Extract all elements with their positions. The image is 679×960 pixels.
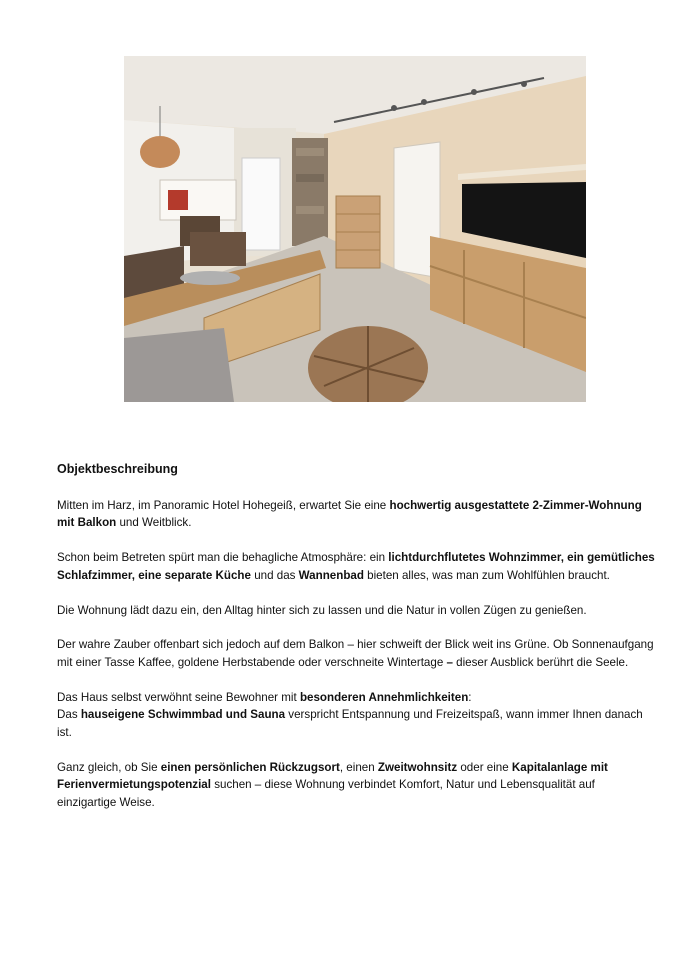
text-span: :: [468, 690, 472, 704]
bold-span: lichtdurchflutetes Wohnzimmer, ein gemütliches Schlafzimmer, eine separate Küche: [57, 551, 655, 582]
dining-chair-2: [190, 232, 246, 266]
bold-span: hochwertig ausgestattete 2-Zimmer-Wohnung mit Balkon: [57, 498, 642, 530]
text-span: Das Haus selbst verwöhnt seine Bewohner mit: [57, 690, 300, 704]
text-span: Ganz gleich, ob Sie: [57, 760, 161, 774]
text-span: bieten alles, was man zum Wohlfühlen braucht.: [363, 568, 610, 582]
paragraph-rooms: [57, 549, 657, 584]
bold-span: –: [446, 655, 453, 669]
photo-illustration: [124, 56, 586, 402]
text-span: Das: [57, 708, 81, 722]
text-span: Mitten im Harz, im Panoramic Hotel Hohegeiß, erwartet Sie eine: [57, 498, 390, 512]
text-span: Schon beim Betreten spürt man die behagliche Atmosphäre: ein: [57, 551, 389, 565]
pendant-lamp: [140, 136, 180, 168]
bold-span: besonderen Annehmlichkeiten: [299, 690, 469, 704]
text-span: dieser Ausblick berührt die Seele.: [452, 655, 629, 669]
text-span: , einen: [339, 760, 378, 774]
text-span: und Weitblick.: [116, 516, 192, 530]
bold-span: Kapitalanlage mit Ferienvermietungspotenzial: [57, 760, 608, 792]
paragraph-closing: [57, 759, 657, 812]
text-span: suchen – diese Wohnung verbindet Komfort, Natur und Lebensqualität auf einzigartige Weise.: [57, 778, 595, 810]
text-span: oder eine: [457, 760, 512, 774]
object-description: [57, 461, 657, 829]
hallway-door: [242, 158, 280, 250]
bold-span: hauseigene Schwimmbad und Sauna: [80, 708, 286, 722]
bold-span: einen persönlichen Rückzugsort: [160, 760, 340, 774]
text-span: Der wahre Zauber offenbart sich jedoch auf dem Balkon – hier schweift der Blick weit ins Grüne. Ob Sonnenaufgang mit einer Tasse Kaffee, goldene Herbstabende oder verschneite Wintertage: [57, 638, 654, 669]
tea-tray: [180, 271, 240, 285]
paragraph-intro: [57, 497, 657, 532]
armchair: [124, 328, 234, 402]
bold-span: Wannenbad: [298, 568, 364, 582]
paragraph-amenities: [57, 689, 657, 742]
paragraph-balcony: [57, 636, 657, 671]
section-heading: Objektbeschreibung: [57, 462, 178, 476]
text-span: Die Wohnung lädt dazu ein, den Alltag hinter sich zu lassen und die Natur in vollen Zügen zu genießen.: [57, 603, 587, 617]
living-room-photo: [124, 56, 586, 402]
text-span: und das: [250, 568, 299, 582]
bold-span: Zweitwohnsitz: [377, 760, 458, 774]
paragraph-nature: [57, 602, 657, 620]
text-span: verspricht Entspannung und Freizeitspaß, wann immer Ihnen danach ist.: [57, 708, 643, 740]
